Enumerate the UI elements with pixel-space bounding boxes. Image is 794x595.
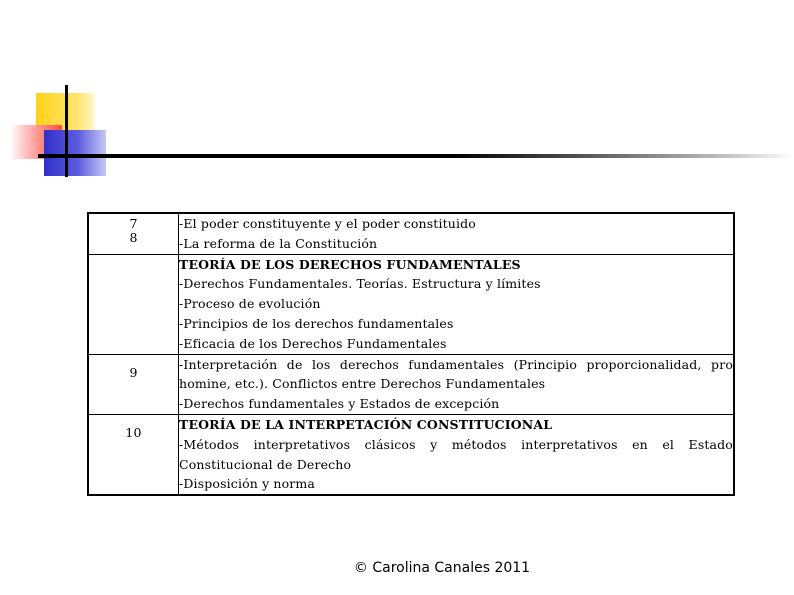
session-number: 9 [129,364,138,380]
decorative-vertical-line [65,85,68,177]
session-number-cell [88,354,179,414]
session-content-cell [179,254,735,354]
decorative-blue-square [44,130,106,176]
session-number-cell [88,414,179,495]
session-content-cell [179,213,735,254]
syllabus-table [87,212,735,496]
table-row [88,213,734,254]
session-number: 10 [125,424,142,440]
session-content-cell [179,414,735,495]
topic-line: -Derechos Fundamentales. Teorías. Estructura y límites [179,276,541,292]
topic-line: -Disposición y norma [179,476,316,492]
session-number: 7 [129,216,138,231]
topic-line: -Principios de los derechos fundamentales [179,315,454,331]
table-row [88,254,734,354]
topic-line: -Proceso de evolución [179,296,321,312]
session-content-cell [179,354,735,414]
topic-line: -La reforma de la Constitución [179,235,378,251]
table-row [88,354,734,414]
section-heading: TEORÍA DE LA INTERPETACIÓN CONSTITUCIONAL [179,416,553,432]
topic-line: -Interpretación de los derechos fundamentales (Principio proporcionalidad, pro homine, etc.). Conflictos entre Derechos Fundamentales [179,356,733,392]
session-number-cell [88,229,179,354]
decorative-horizontal-line [38,154,794,158]
section-heading: TEORÍA DE LOS DERECHOS FUNDAMENTALES [179,256,521,272]
session-number: 8 [129,229,138,245]
footer-copyright: © Carolina Canales 2011 [353,560,531,576]
topic-line: -Eficacia de los Derechos Fundamentales [179,335,447,351]
table-row [88,414,734,495]
topic-line: -Métodos interpretativos clásicos y métodos interpretativos en el Estado Constitucional de Derecho [179,436,733,472]
topic-line: -Derechos fundamentales y Estados de excepción [179,396,500,412]
topic-line: -El poder constituyente y el poder constituido [179,216,476,231]
